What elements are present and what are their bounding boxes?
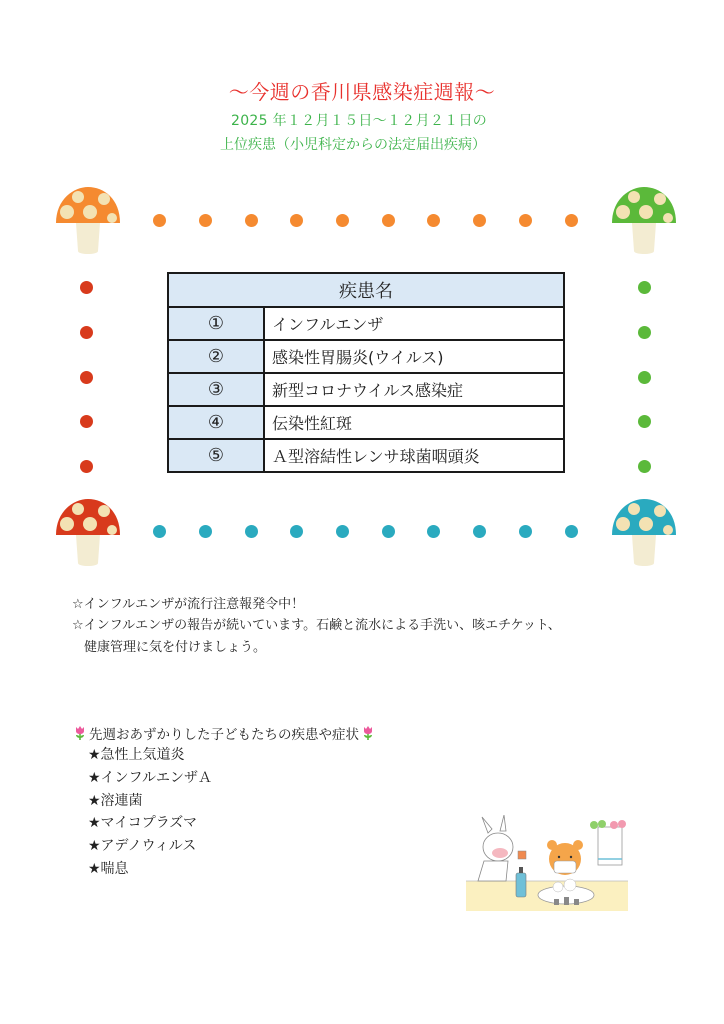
dot — [199, 525, 212, 538]
rank-cell: ② — [168, 340, 264, 373]
dot — [638, 326, 651, 339]
last-week-heading-text: 先週おあずかりした子どもたちの疾患や症状 — [89, 727, 359, 743]
dot — [638, 460, 651, 473]
dot — [473, 214, 486, 227]
dot — [638, 281, 651, 294]
rank-cell: ③ — [168, 373, 264, 406]
handwashing-illustration — [466, 815, 628, 911]
table-row — [168, 373, 564, 406]
dot — [80, 460, 93, 473]
dot — [153, 525, 166, 538]
last-week-heading — [74, 723, 374, 743]
dot — [382, 214, 395, 227]
dot — [80, 371, 93, 384]
dot — [245, 525, 258, 538]
mushroom-teal-icon — [608, 497, 678, 569]
table-header-row — [168, 273, 564, 307]
disease-name-cell: 伝染性紅斑 — [264, 406, 564, 439]
table-header: 疾患名 — [168, 273, 564, 307]
rank-cell: ④ — [168, 406, 264, 439]
notice-line-3: 健康管理に気を付けましょう。 — [84, 640, 267, 655]
date-range: 2025 年１２月１５日～１２月２１日の — [231, 113, 488, 129]
dot — [336, 214, 349, 227]
dot — [290, 214, 303, 227]
last-week-list — [88, 744, 212, 881]
tulip-icon — [74, 726, 86, 740]
notice-line-2: ☆インフルエンザの報告が続いています。石鹸と流水による手洗い、咳エチケット、 — [72, 618, 561, 633]
mushroom-red-icon — [52, 497, 122, 569]
mushroom-green-icon — [608, 185, 678, 257]
dot — [245, 214, 258, 227]
disease-table — [167, 272, 565, 473]
dot — [519, 525, 532, 538]
dot — [565, 525, 578, 538]
disease-name-cell: インフルエンザ — [264, 307, 564, 340]
dot — [565, 214, 578, 227]
page-title: ～今週の香川県感染症週報～ — [228, 80, 496, 104]
rank-cell: ⑤ — [168, 439, 264, 472]
disease-name-cell: 感染性胃腸炎(ウイルス) — [264, 340, 564, 373]
dot — [80, 281, 93, 294]
dot — [199, 214, 212, 227]
list-item: ★溶連菌 — [88, 792, 143, 809]
tulip-icon — [362, 726, 374, 740]
dot — [519, 214, 532, 227]
list-item: ★急性上気道炎 — [88, 747, 185, 763]
dot — [427, 525, 440, 538]
list-item: ★インフルエンザＡ — [88, 769, 212, 786]
table-row — [168, 406, 564, 439]
dot — [473, 525, 486, 538]
table-row — [168, 439, 564, 472]
mushroom-orange-icon — [52, 185, 122, 257]
table-row — [168, 307, 564, 340]
notice-line-1: ☆インフルエンザが流行注意報発令中！ — [72, 597, 305, 612]
list-item: ★マイコプラズマ — [88, 815, 198, 832]
list-item: ★喘息 — [88, 860, 129, 877]
dot — [336, 525, 349, 538]
dot — [382, 525, 395, 538]
dot — [638, 371, 651, 384]
table-row — [168, 340, 564, 373]
dot — [290, 525, 303, 538]
dot — [638, 415, 651, 428]
dot — [427, 214, 440, 227]
dot — [80, 326, 93, 339]
dot — [80, 415, 93, 428]
rank-cell: ① — [168, 307, 264, 340]
disease-name-cell: 新型コロナウイルス感染症 — [264, 373, 564, 406]
list-item: ★アデノウィルス — [88, 838, 197, 855]
dot — [153, 214, 166, 227]
disease-name-cell: Ａ型溶結性レンサ球菌咽頭炎 — [264, 439, 564, 472]
subtitle: 上位疾患（小児科定からの法定届出疾病） — [220, 137, 486, 153]
